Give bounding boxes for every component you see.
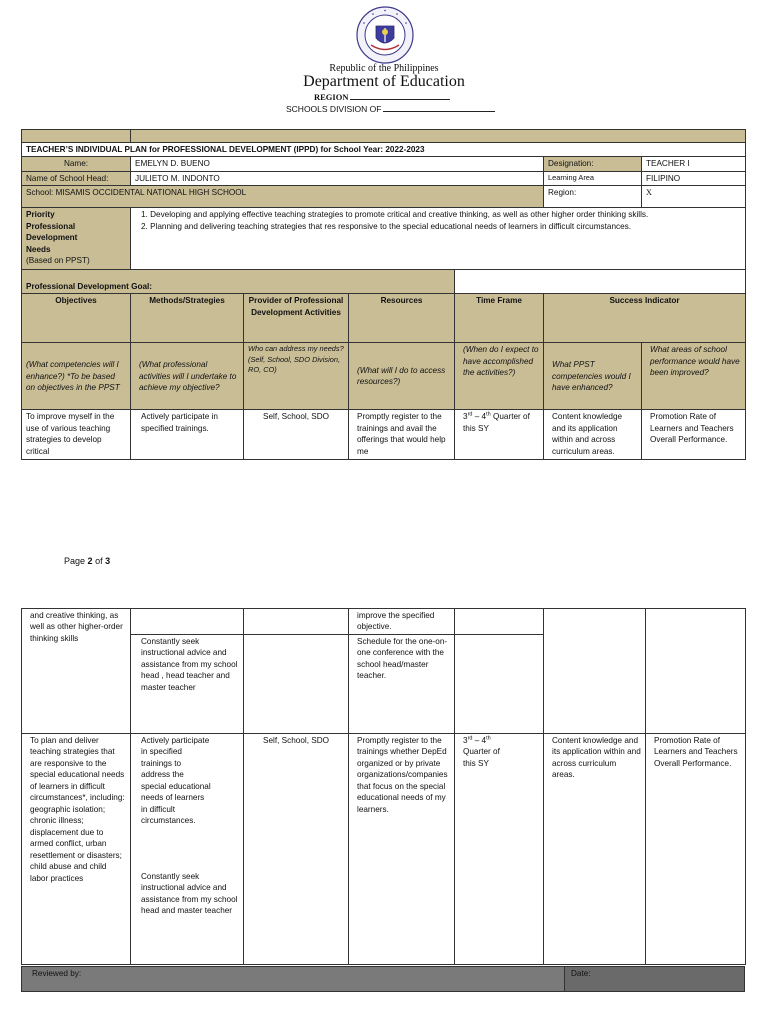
- blank-cell: [22, 130, 131, 143]
- guide-success-ppst: What PPST competencies would I have enhanced?: [544, 343, 642, 410]
- blank-cell: [455, 609, 544, 635]
- school-head-value[interactable]: JULIETO M. INDONTO: [131, 171, 544, 185]
- row1-method1[interactable]: Actively participate in specified trainings.: [131, 410, 244, 460]
- row1-resource3[interactable]: Schedule for the one-on-one conference with the school head/master teacher.: [349, 634, 455, 733]
- blank-cell: [455, 634, 544, 733]
- col-methods: Methods/Strategies: [131, 294, 244, 343]
- goal-label: Professional Development Goal:: [22, 270, 455, 294]
- name-value[interactable]: EMELYN D. BUENO: [131, 157, 544, 171]
- row2-method2: Constantly seek instructional advice and assistance from my school head and master teacher: [141, 871, 238, 916]
- guide-provider: Who can address my needs? (Self, School, SDO Division, RO, CO): [244, 343, 349, 410]
- designation-label: Designation:: [544, 157, 642, 171]
- row2-ppst-indicator[interactable]: Content knowledge and its application within and across curriculum areas.: [544, 733, 646, 964]
- col-success-indicator: Success Indicator: [544, 294, 746, 343]
- blank-cell: [131, 130, 746, 143]
- republic-label: Republic of the Philippines: [329, 63, 439, 74]
- row2-resource[interactable]: Promptly register to the trainings whether DepEd organized or by private organizations/companies that focus on the special educational needs of my learners.: [349, 733, 455, 964]
- division-header: [286, 104, 495, 114]
- priority-label-line: Needs: [26, 244, 51, 254]
- row1-provider[interactable]: Self, School, SDO: [244, 410, 349, 460]
- row2-objective[interactable]: To plan and deliver teaching strategies that are responsive to the special educational needs of learners in difficult circumstances*, including: geographic isolation; chronic illness; displacement due to armed conflict, urban resettlement or disasters; child abuse and child labor practices: [22, 733, 131, 964]
- guide-objectives: (What competencies will I enhance?) *To be based on objectives in the PPST: [22, 343, 131, 410]
- blank-cell: [544, 609, 646, 734]
- reviewed-bar: [21, 966, 745, 992]
- row2-provider[interactable]: Self, School, SDO: [244, 733, 349, 964]
- goal-value[interactable]: [455, 270, 746, 294]
- col-resources: Resources: [349, 294, 455, 343]
- spacer: [141, 827, 239, 871]
- page-total: 3: [105, 556, 111, 566]
- ippd-table-continued: [21, 608, 746, 965]
- row2-time-frame[interactable]: 3rd – 4th Quarter of this SY: [455, 733, 544, 964]
- row1-resource-part1[interactable]: Promptly register to the trainings and avail the offerings that would help me: [349, 410, 455, 460]
- guide-methods: (What professional activities will I undertake to achieve my objective?: [131, 343, 244, 410]
- page-prefix: Page: [64, 556, 86, 566]
- learning-area-label: Learning Area: [544, 171, 642, 185]
- priority-item: 2. Planning and delivering teaching strategies that res responsive to the special educational needs of learners in difficult circumstances.: [141, 221, 632, 231]
- guide-success-school: What areas of school performance would have been improved?: [642, 343, 746, 410]
- row1-objective-part1[interactable]: To improve myself in the use of various teaching strategies to develop critical: [22, 410, 131, 460]
- page-current: 2: [87, 556, 93, 566]
- region-blank-line[interactable]: [350, 92, 450, 100]
- ippd-table-top: [21, 129, 746, 460]
- page-number: [64, 556, 110, 566]
- division-blank-line[interactable]: [383, 104, 495, 112]
- priority-label-line: Professional: [26, 221, 76, 231]
- deped-seal-icon: [356, 6, 414, 64]
- priority-needs-label: [22, 208, 131, 270]
- priority-label-line: Priority: [26, 210, 55, 220]
- blank-cell: [244, 634, 349, 733]
- region-label: Region:: [544, 186, 642, 208]
- guide-resources: (What will I do to access resources?): [349, 343, 455, 410]
- page-of: of: [95, 556, 103, 566]
- form-title: TEACHER’S INDIVIDUAL PLAN for PROFESSIONAL DEVELOPMENT (IPPD) for School Year: 2022-2023: [22, 143, 746, 157]
- col-objectives: Objectives: [22, 294, 131, 343]
- row1-time-frame[interactable]: 3rd – 4th Quarter of this SY: [455, 410, 544, 460]
- row1-method2[interactable]: Constantly seek instructional advice and assistance from my school head , head teacher and master teacher: [131, 634, 244, 733]
- region-value[interactable]: X: [642, 186, 746, 208]
- row1-objective-part2[interactable]: and creative thinking, as well as other higher-order thinking skills: [22, 609, 131, 734]
- row2-method1: Actively participate in specified trainings to address the special educational needs of learners in difficult circumstances.: [141, 735, 211, 826]
- date-field[interactable]: Date:: [564, 967, 744, 991]
- priority-needs-list: [131, 208, 746, 270]
- blank-cell: [244, 609, 349, 635]
- priority-label-line: Development: [26, 233, 78, 243]
- col-time-frame: Time Frame: [455, 294, 544, 343]
- row1-ppst-indicator[interactable]: Content knowledge and its application within and across curriculum areas.: [544, 410, 642, 460]
- designation-value[interactable]: TEACHER I: [642, 157, 746, 171]
- blank-cell: [131, 609, 244, 635]
- row1-resource-part2[interactable]: improve the specified objective.: [349, 609, 455, 635]
- row2-methods[interactable]: [131, 733, 244, 964]
- reviewed-by-field[interactable]: Reviewed by:: [22, 967, 564, 991]
- row2-school-indicator[interactable]: Promotion Rate of Learners and Teachers Overall Performance.: [646, 733, 746, 964]
- row1-school-indicator[interactable]: Promotion Rate of Learners and Teachers Overall Performance.: [642, 410, 746, 460]
- school-head-label: Name of School Head:: [22, 171, 131, 185]
- priority-item: 1. Developing and applying effective teaching strategies to promote critical and creative thinking, as well as other higher order thinking skills.: [141, 210, 649, 220]
- region-header-label: REGION: [314, 92, 349, 102]
- name-label: Name:: [22, 157, 131, 171]
- division-header-label: SCHOOLS DIVISION OF: [286, 104, 382, 114]
- department-title: Department of Education: [303, 73, 465, 90]
- school-label: School: MISAMIS OCCIDENTAL NATIONAL HIGH SCHOOL: [22, 186, 544, 208]
- priority-basis: (Based on PPST): [26, 256, 90, 266]
- guide-time-frame: (When do I expect to have accomplished the activities?): [455, 343, 544, 410]
- blank-cell: [646, 609, 746, 734]
- region-header: [314, 92, 450, 102]
- learning-area-value[interactable]: FILIPINO: [642, 171, 746, 185]
- col-provider: Provider of Professional Development Activities: [244, 294, 349, 343]
